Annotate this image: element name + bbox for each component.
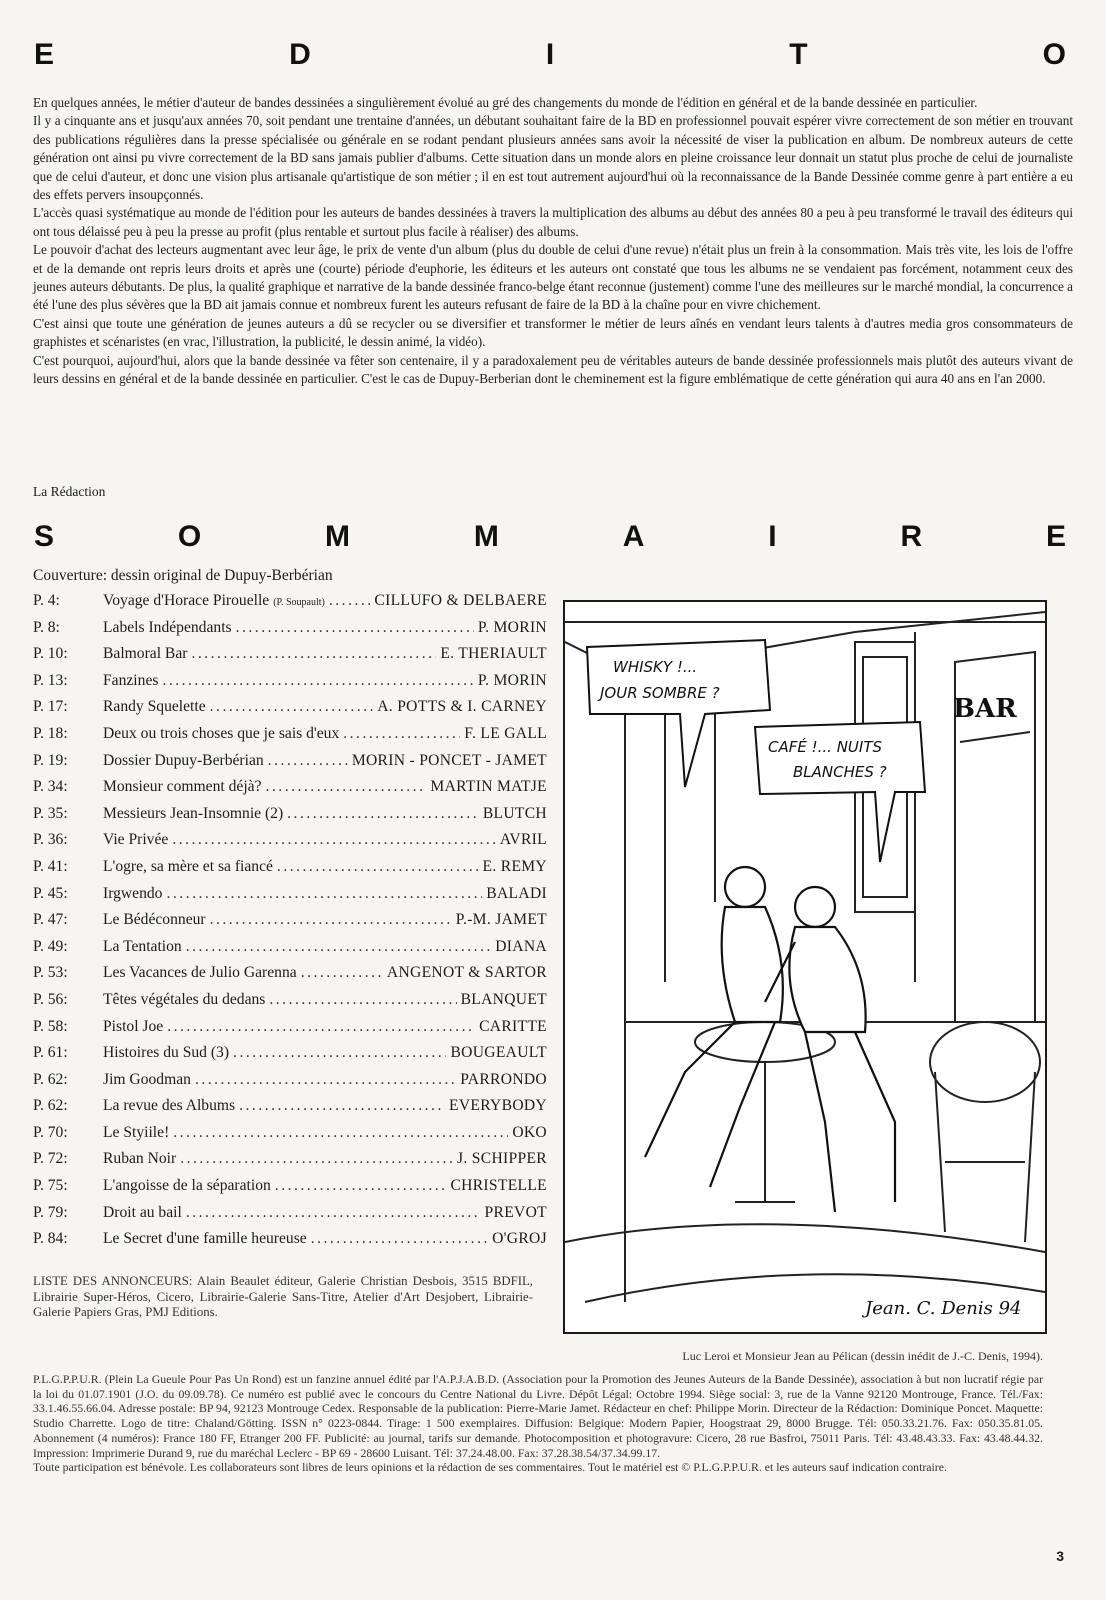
toc-title: Pistol Joe	[103, 1017, 164, 1035]
toc-leader-dots	[173, 1124, 508, 1142]
toc-leader-dots	[268, 752, 348, 770]
toc-leader-dots	[195, 1071, 456, 1089]
toc-leader-dots	[162, 672, 473, 690]
edito-letter: T	[789, 38, 808, 71]
toc-page-number: P. 84:	[33, 1230, 68, 1248]
toc-title: Droit au bail	[103, 1203, 182, 1221]
toc-author: AVRIL	[499, 831, 547, 849]
edito-title	[34, 38, 1066, 72]
toc-page-number: P. 62:	[33, 1097, 68, 1115]
toc-entry	[33, 1204, 547, 1231]
cover-note: Couverture: dessin original de Dupuy-Berbérian	[33, 567, 333, 584]
toc-title: L'angoisse de la séparation	[103, 1177, 271, 1195]
toc-page-number: P. 36:	[33, 831, 68, 849]
toc-author: F. LE GALL	[464, 724, 547, 742]
sommaire-letter: E	[1045, 520, 1066, 553]
toc-page-number: P. 79:	[33, 1203, 68, 1221]
toc-author: J. SCHIPPER	[457, 1150, 547, 1168]
toc-entry	[33, 672, 547, 699]
toc-leader-dots	[186, 938, 492, 956]
sommaire-letter: R	[900, 520, 923, 553]
toc-title: Messieurs Jean-Insomnie (2)	[103, 804, 284, 822]
toc-entry	[33, 752, 547, 779]
toc-author: DIANA	[495, 937, 547, 955]
toc-entry	[33, 698, 547, 725]
edito-letter: I	[545, 38, 555, 71]
toc-author: PARRONDO	[460, 1070, 547, 1088]
toc-leader-dots	[166, 885, 482, 903]
advertisers-list: LISTE DES ANNONCEURS: Alain Beaulet éditeur, Galerie Christian Desbois, 3515 BDFIL, Librairie Super-Héros, Cicero, Librairie-Galerie Sans-Titre, Atelier d'Art Desjobert, Librairie-Galerie Papiers Gras, PMJ Editions.	[33, 1274, 533, 1319]
toc-title: Deux ou trois choses que je sais d'eux	[103, 724, 340, 742]
toc-leader-dots	[266, 778, 427, 796]
edito-letter: E	[34, 38, 55, 71]
toc-leader-dots	[210, 698, 374, 716]
toc-title: Dossier Dupuy-Berbérian	[103, 751, 264, 769]
speech-bubble-whisky	[587, 640, 770, 787]
toc-title: La revue des Albums	[103, 1097, 236, 1115]
sommaire-letter: O	[177, 520, 202, 553]
toc-title: Voyage d'Horace Pirouelle	[103, 592, 270, 609]
sommaire-letter: I	[768, 520, 777, 553]
toc-page-number: P. 47:	[33, 911, 68, 929]
toc-page-number: P. 17:	[33, 698, 68, 716]
toc-author: O'GROJ	[492, 1230, 547, 1248]
toc-author: CARITTE	[479, 1017, 547, 1035]
toc-leader-dots	[167, 1018, 475, 1036]
toc-entry	[33, 725, 547, 752]
toc-entry	[33, 1044, 547, 1071]
sommaire-letter: A	[622, 520, 645, 553]
edito-paragraph: C'est pourquoi, aujourd'hui, alors que la bande dessinée va fêter son centenaire, il y a paradoxalement peu de véritables auteurs de bande dessinée professionnels mais plutôt des auteurs vivant de leurs dessins en général et de la bande dessinée en particulier. C'est le cas de Dupuy-Berberian dont le cheminement est la figure emblématique de cette génération qui aura 40 ans en l'an 2000.	[33, 352, 1073, 387]
toc-leader-dots	[172, 831, 496, 849]
toc-entry	[33, 592, 547, 619]
toc-page-number: P. 41:	[33, 857, 68, 875]
cover-illustration	[563, 600, 1047, 1334]
toc-title: Têtes végétales du dedans	[103, 990, 266, 1008]
toc-note: (P. Soupault)	[273, 597, 325, 608]
bubble-2-line-2: BLANCHES ?	[793, 763, 887, 781]
toc-title: L'ogre, sa mère et sa fiancé	[103, 857, 273, 875]
toc-page-number: P. 10:	[33, 645, 68, 663]
edito-paragraph: En quelques années, le métier d'auteur de bandes dessinées a singulièrement évolué au gré des changements du monde de l'édition en général et de la bande dessinée en particulier.	[33, 95, 978, 110]
toc-author: CHRISTELLE	[450, 1177, 547, 1195]
toc-author: E. THERIAULT	[440, 645, 547, 663]
edito-letter: O	[1042, 38, 1066, 71]
toc-title: Balmoral Bar	[103, 645, 188, 663]
illustration-drawing	[565, 602, 1045, 1332]
toc-page-number: P. 34:	[33, 778, 68, 796]
toc-author: MARTIN MATJE	[430, 778, 547, 796]
toc-leader-dots	[343, 725, 460, 743]
toc-author: BLANQUET	[460, 990, 547, 1008]
toc-entry	[33, 645, 547, 672]
toc-title: Ruban Noir	[103, 1150, 177, 1168]
toc-page-number: P. 61:	[33, 1044, 68, 1062]
toc-leader-dots	[180, 1150, 453, 1168]
toc-entry	[33, 885, 547, 912]
toc-page-number: P. 53:	[33, 964, 68, 982]
artist-signature: Jean. C. Denis 94	[865, 1298, 1022, 1319]
bubble-1-line-1: WHISKY !...	[613, 658, 698, 676]
colophon-paragraph: P.L.G.P.P.U.R. (Plein La Gueule Pour Pas Un Rond) est un fanzine annuel édité par l'A.P.J.A.B.D. (Association pour la Promotion des Jeunes Auteurs de la Bande Dessinée), association à but non lucratif régie par la loi du 01.07.1901 (J.O. du 09.09.78). Ce numéro est publié avec le concours du Centre National du Livre. Dépôt Légal: Octobre 1994. Siège social: 3, rue de la Vanne 92120 Montrouge, France. Tél./Fax: 33.1.46.55.66.04. Adresse postale: BP 94, 92123 Montrouge Cedex. Responsable de la publication: Pierre-Marie Jamet. Rédacteur en chef: Philippe Morin. Directeur de la Rédaction: Dominique Poncet. Maquette: Studio Charrette. Logo de titre: Chaland/Götting. ISSN n° 0223-0844. Tirage: 1 500 exemplaires. Diffusion: Belgique: Modern Papier, Hoogstraat 29, 8000 Brugge. Tél: 050.33.21.76. Fax: 050.35.81.05. Abonnement (4 numéros): France 180 FF, Etranger 200 FF. Publicité: au journal, tarifs sur demande. Photocomposition et photogravure: Cicero, 28 rue Basfroi, 75011 Paris. Tél: 43.48.43.33. Fax: 43.48.44.32. Impression: Imprimerie Durand 9, rue du maréchal Leclerc - BP 69 - 28600 Luisant. Tél: 37.24.48.00. Fax: 37.28.38.54/37.34.99.17.	[33, 1372, 1043, 1460]
toc-title: Fanzines	[103, 671, 159, 689]
toc-entry	[33, 1177, 547, 1204]
toc-title: Randy Squelette	[103, 698, 206, 716]
toc-leader-dots	[329, 592, 371, 610]
table-of-contents	[33, 592, 547, 1257]
colophon-paragraph: Toute participation est bénévole. Les collaborateurs sont libres de leurs opinions et la rédaction de ses commentaires. Tout le matériel est © P.L.G.P.P.U.R. et les auteurs sauf indication contraire.	[33, 1460, 947, 1475]
toc-entry	[33, 1124, 547, 1151]
toc-leader-dots	[269, 991, 456, 1009]
toc-page-number: P. 70:	[33, 1123, 68, 1141]
toc-author: MORIN - PONCET - JAMET	[351, 751, 547, 769]
toc-author: PREVOT	[484, 1203, 547, 1221]
toc-page-number: P. 4:	[33, 592, 60, 609]
toc-title: Le Secret d'une famille heureuse	[103, 1230, 307, 1248]
toc-entry	[33, 1230, 547, 1257]
toc-entry	[33, 831, 547, 858]
edito-signature: La Rédaction	[33, 484, 106, 499]
toc-page-number: P. 62:	[33, 1070, 68, 1088]
toc-entry	[33, 858, 547, 885]
edito-letter: D	[289, 38, 311, 71]
toc-entry	[33, 1097, 547, 1124]
toc-leader-dots	[277, 858, 479, 876]
toc-title: Monsieur comment déjà?	[103, 778, 262, 796]
toc-title: Le Styiile!	[103, 1123, 170, 1141]
toc-page-number: P. 75:	[33, 1177, 68, 1195]
edito-paragraph: Il y a cinquante ans et jusqu'aux années 70, soit pendant une trentaine d'années, un débutant souhaitant faire de la BD en professionnel pouvait espérer vivre correctement de son métier en trouvant des publications régulières dans la presse spécialisée ou générale en se rodant pendant plusieurs années sans avoir la nécessité de viser la publication en album. De nombreux auteurs de cette génération ont ainsi pu vivre correctement de la BD sans jamais publier d'albums. Cette situation dans un monde alors en pleine croissance leur donnait un statut plus proche de celui de journaliste que de celui d'auteur, et donc une vision plus artisanale qu'artistique de son métier ; il en est tout autrement aujourd'hui où la reconnaissance de la Bande Dessinée comme genre à part entière a eu des effets pervers insoupçonnés.	[33, 113, 1073, 203]
toc-entry	[33, 1018, 547, 1045]
toc-title: Irgwendo	[103, 884, 163, 902]
toc-title: Vie Privée	[103, 831, 169, 849]
toc-leader-dots	[275, 1177, 447, 1195]
toc-author: CILLUFO & DELBAERE	[374, 592, 547, 609]
toc-leader-dots	[210, 911, 452, 929]
toc-page-number: P. 13:	[33, 671, 68, 689]
toc-entry	[33, 1150, 547, 1177]
toc-leader-dots	[301, 964, 383, 982]
toc-page-number: P. 49:	[33, 937, 68, 955]
toc-leader-dots	[191, 645, 436, 663]
toc-leader-dots	[233, 1044, 446, 1062]
toc-page-number: P. 45:	[33, 884, 68, 902]
toc-author: OKO	[512, 1123, 547, 1141]
sommaire-letter: M	[473, 520, 499, 553]
toc-title: Jim Goodman	[103, 1070, 191, 1088]
colophon	[33, 1372, 1043, 1475]
toc-author: BALADI	[486, 884, 547, 902]
illustration-caption: Luc Leroi et Monsieur Jean au Pélican (dessin inédit de J.-C. Denis, 1994).	[682, 1349, 1043, 1363]
toc-title: Le Bédéconneur	[103, 911, 206, 929]
edito-paragraph: Le pouvoir d'achat des lecteurs augmentant avec leur âge, le prix de vente d'un album (plus du double de celui d'une revue) n'était plus un frein à la consommation. Mais très vite, les lois de l'offre et de la demande ont repris leurs droits et après une (courte) période d'euphorie, les éditeurs et les auteurs ont constaté que tous les albums ne se vendaient pas forcément, notamment ceux des jeunes auteurs débutants. De plus, la qualité graphique et narrative de la bande dessinée franco-belge étant reconnue (justement) comme l'une des meilleures sur le marché mondial, la concurrence a été l'une des plus sévères que la BD ait jamais connue et nombreux furent les auteurs refusant de faire de la BD à la chaîne pour en vivre chichement.	[33, 242, 1073, 313]
toc-entry	[33, 938, 547, 965]
toc-title: Les Vacances de Julio Garenna	[103, 964, 297, 982]
speech-bubble-cafe	[755, 722, 925, 862]
sommaire-title	[34, 520, 1066, 554]
toc-title: Histoires du Sud (3)	[103, 1044, 230, 1062]
bar-sign: BAR	[953, 694, 1017, 724]
sommaire-letter: S	[34, 520, 55, 553]
toc-page-number: P. 35:	[33, 804, 68, 822]
toc-entry	[33, 911, 547, 938]
toc-author: A. POTTS & I. CARNEY	[377, 698, 547, 716]
toc-leader-dots	[236, 619, 474, 637]
bubble-2-line-1: CAFÉ !... NUITS	[768, 738, 883, 756]
toc-leader-dots	[311, 1230, 488, 1248]
toc-author: E. REMY	[482, 857, 547, 875]
toc-author: ANGENOT & SARTOR	[386, 964, 547, 982]
toc-entry	[33, 964, 547, 991]
edito-paragraph: C'est ainsi que toute une génération de jeunes auteurs a dû se recycler ou se diversifier et transformer le métier de leurs aînés en vendant leurs talents à d'autres media gros consommateurs de graphistes et scénaristes (en vrac, l'illustration, la publicité, le dessin animé, la vidéo).	[33, 315, 1073, 350]
toc-entry	[33, 619, 547, 646]
toc-page-number: P. 8:	[33, 618, 60, 636]
toc-title: La Tentation	[103, 937, 182, 955]
sommaire-letter: M	[325, 520, 351, 553]
toc-title: Labels Indépendants	[103, 618, 232, 636]
page-number: 3	[1056, 1548, 1064, 1564]
toc-page-number: P. 18:	[33, 724, 68, 742]
toc-author: P. MORIN	[477, 618, 547, 636]
toc-page-number: P. 72:	[33, 1150, 68, 1168]
toc-page-number: P. 19:	[33, 751, 68, 769]
toc-entry	[33, 991, 547, 1018]
edito-body	[33, 94, 1073, 389]
toc-leader-dots	[287, 805, 479, 823]
toc-leader-dots	[186, 1204, 481, 1222]
toc-author: P. MORIN	[477, 671, 547, 689]
toc-entry	[33, 778, 547, 805]
edito-paragraph: L'accès quasi systématique au monde de l'édition pour les auteurs de bandes dessinées à travers la multiplication des albums au début des années 80 a peu à peu transformé le travail des éditeurs qui ont tous délaissé peu à peu la presse au profit (plus rentable et surtout plus facile à réaliser) des albums.	[33, 205, 1073, 239]
bubble-1-line-2: JOUR SOMBRE ?	[600, 684, 720, 702]
toc-page-number: P. 56:	[33, 990, 68, 1008]
toc-author: BOUGEAULT	[450, 1044, 547, 1062]
toc-page-number: P. 58:	[33, 1017, 68, 1035]
toc-author: EVERYBODY	[449, 1097, 547, 1115]
toc-leader-dots	[239, 1097, 445, 1115]
toc-entry	[33, 1071, 547, 1098]
toc-entry	[33, 805, 547, 832]
toc-author: BLUTCH	[482, 804, 547, 822]
toc-author: P.-M. JAMET	[455, 911, 547, 929]
